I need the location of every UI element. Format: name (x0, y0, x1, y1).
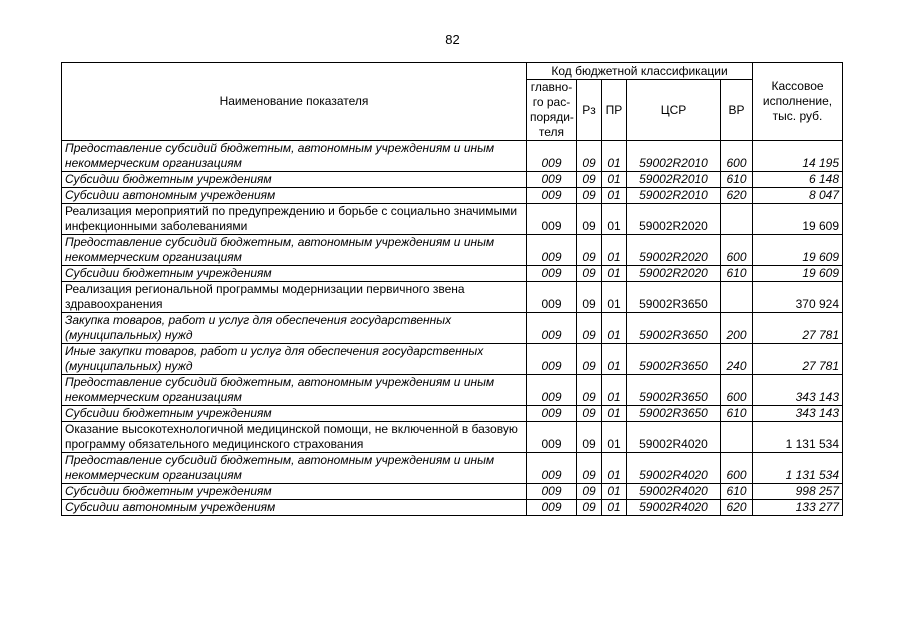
row-name-cell: Субсидии бюджетным учреждениям (62, 172, 527, 188)
row-vr-cell: 610 (721, 266, 753, 282)
row-csr-cell: 59002R4020 (627, 500, 721, 516)
row-name-cell: Субсидии бюджетным учреждениям (62, 484, 527, 500)
row-pr-cell: 01 (602, 484, 627, 500)
row-rz-cell: 09 (577, 141, 602, 172)
row-name-cell: Предоставление субсидий бюджетным, автономным учреждениям и иным некоммерческим организациям (62, 235, 527, 266)
row-pr-cell: 01 (602, 188, 627, 204)
table-row (62, 422, 843, 453)
header-csr: ЦСР (627, 80, 721, 141)
header-execution: Кассовое исполнение, тыс. руб. (753, 63, 843, 141)
row-gr-cell: 009 (527, 422, 577, 453)
table-row (62, 406, 843, 422)
row-csr-cell: 59002R2010 (627, 188, 721, 204)
row-gr-cell: 009 (527, 484, 577, 500)
row-gr-cell: 009 (527, 500, 577, 516)
row-pr-cell: 01 (602, 235, 627, 266)
row-pr-cell: 01 (602, 172, 627, 188)
row-amount-cell: 1 131 534 (753, 422, 843, 453)
row-rz-cell: 09 (577, 500, 602, 516)
table-row (62, 282, 843, 313)
row-pr-cell: 01 (602, 313, 627, 344)
row-rz-cell: 09 (577, 188, 602, 204)
budget-table (61, 62, 843, 516)
table-row (62, 204, 843, 235)
row-csr-cell: 59002R4020 (627, 453, 721, 484)
row-amount-cell: 1 131 534 (753, 453, 843, 484)
table-row (62, 313, 843, 344)
row-gr-cell: 009 (527, 313, 577, 344)
table-row (62, 188, 843, 204)
row-vr-cell: 610 (721, 406, 753, 422)
row-pr-cell: 01 (602, 406, 627, 422)
row-csr-cell: 59002R2020 (627, 204, 721, 235)
row-name-cell: Реализация региональной программы модернизации первичного звена здравоохранения (62, 282, 527, 313)
row-vr-cell: 610 (721, 484, 753, 500)
row-csr-cell: 59002R3650 (627, 406, 721, 422)
row-amount-cell: 133 277 (753, 500, 843, 516)
table-body (62, 141, 843, 516)
row-amount-cell: 19 609 (753, 204, 843, 235)
row-amount-cell: 27 781 (753, 344, 843, 375)
row-name-cell: Субсидии автономным учреждениям (62, 188, 527, 204)
row-csr-cell: 59002R3650 (627, 282, 721, 313)
row-pr-cell: 01 (602, 453, 627, 484)
row-vr-cell: 600 (721, 375, 753, 406)
row-vr-cell: 600 (721, 453, 753, 484)
row-amount-cell: 370 924 (753, 282, 843, 313)
table-row (62, 141, 843, 172)
row-amount-cell: 19 609 (753, 266, 843, 282)
row-gr-cell: 009 (527, 282, 577, 313)
row-csr-cell: 59002R2010 (627, 172, 721, 188)
row-gr-cell: 009 (527, 453, 577, 484)
row-gr-cell: 009 (527, 406, 577, 422)
row-name-cell: Закупка товаров, работ и услуг для обеспечения государственных (муниципальных) нужд (62, 313, 527, 344)
row-rz-cell: 09 (577, 266, 602, 282)
row-name-cell: Предоставление субсидий бюджетным, автономным учреждениям и иным некоммерческим организациям (62, 375, 527, 406)
row-vr-cell: 240 (721, 344, 753, 375)
row-vr-cell: 600 (721, 141, 753, 172)
table-row (62, 344, 843, 375)
row-gr-cell: 009 (527, 141, 577, 172)
row-vr-cell (721, 204, 753, 235)
row-name-cell: Иные закупки товаров, работ и услуг для обеспечения государственных (муниципальных) нужд (62, 344, 527, 375)
row-vr-cell (721, 422, 753, 453)
row-csr-cell: 59002R4020 (627, 422, 721, 453)
row-name-cell: Предоставление субсидий бюджетным, автономным учреждениям и иным некоммерческим организациям (62, 141, 527, 172)
row-pr-cell: 01 (602, 500, 627, 516)
row-pr-cell: 01 (602, 422, 627, 453)
row-amount-cell: 14 195 (753, 141, 843, 172)
table-row (62, 500, 843, 516)
row-rz-cell: 09 (577, 313, 602, 344)
row-amount-cell: 343 143 (753, 406, 843, 422)
row-amount-cell: 343 143 (753, 375, 843, 406)
row-rz-cell: 09 (577, 484, 602, 500)
header-main-manager: главно-го рас-поряди-теля (527, 80, 577, 141)
row-amount-cell: 998 257 (753, 484, 843, 500)
row-name-cell: Реализация мероприятий по предупреждению и борьбе с социально значимыми инфекционными заболеваниями (62, 204, 527, 235)
row-vr-cell (721, 282, 753, 313)
row-csr-cell: 59002R3650 (627, 344, 721, 375)
header-budget-code: Код бюджетной классификации (527, 63, 753, 80)
row-gr-cell: 009 (527, 235, 577, 266)
table-row (62, 375, 843, 406)
row-rz-cell: 09 (577, 422, 602, 453)
row-csr-cell: 59002R2020 (627, 235, 721, 266)
row-gr-cell: 009 (527, 375, 577, 406)
row-vr-cell: 200 (721, 313, 753, 344)
row-name-cell: Предоставление субсидий бюджетным, автономным учреждениям и иным некоммерческим организациям (62, 453, 527, 484)
row-csr-cell: 59002R3650 (627, 375, 721, 406)
row-rz-cell: 09 (577, 375, 602, 406)
page-number: 82 (445, 32, 460, 47)
table-row (62, 453, 843, 484)
row-csr-cell: 59002R2020 (627, 266, 721, 282)
row-vr-cell: 600 (721, 235, 753, 266)
table-row (62, 235, 843, 266)
row-gr-cell: 009 (527, 344, 577, 375)
table-row (62, 266, 843, 282)
header-vr: ВР (721, 80, 753, 141)
row-csr-cell: 59002R4020 (627, 484, 721, 500)
row-name-cell: Субсидии бюджетным учреждениям (62, 406, 527, 422)
row-rz-cell: 09 (577, 172, 602, 188)
row-pr-cell: 01 (602, 375, 627, 406)
header-rz: Рз (577, 80, 602, 141)
row-pr-cell: 01 (602, 141, 627, 172)
row-amount-cell: 6 148 (753, 172, 843, 188)
row-pr-cell: 01 (602, 204, 627, 235)
table-row (62, 484, 843, 500)
row-gr-cell: 009 (527, 266, 577, 282)
row-amount-cell: 8 047 (753, 188, 843, 204)
row-vr-cell: 610 (721, 172, 753, 188)
row-amount-cell: 19 609 (753, 235, 843, 266)
row-csr-cell: 59002R3650 (627, 313, 721, 344)
header-pr: ПР (602, 80, 627, 141)
row-pr-cell: 01 (602, 344, 627, 375)
row-vr-cell: 620 (721, 500, 753, 516)
row-rz-cell: 09 (577, 453, 602, 484)
row-amount-cell: 27 781 (753, 313, 843, 344)
row-name-cell: Субсидии автономным учреждениям (62, 500, 527, 516)
row-rz-cell: 09 (577, 235, 602, 266)
row-name-cell: Оказание высокотехнологичной медицинской помощи, не включенной в базовую программу обязательного медицинского страхования (62, 422, 527, 453)
row-name-cell: Субсидии бюджетным учреждениям (62, 266, 527, 282)
header-name: Наименование показателя (62, 63, 527, 141)
row-rz-cell: 09 (577, 204, 602, 235)
row-csr-cell: 59002R2010 (627, 141, 721, 172)
row-gr-cell: 009 (527, 204, 577, 235)
row-pr-cell: 01 (602, 282, 627, 313)
row-gr-cell: 009 (527, 188, 577, 204)
row-gr-cell: 009 (527, 172, 577, 188)
row-rz-cell: 09 (577, 344, 602, 375)
table-row (62, 172, 843, 188)
row-rz-cell: 09 (577, 406, 602, 422)
row-vr-cell: 620 (721, 188, 753, 204)
row-rz-cell: 09 (577, 282, 602, 313)
row-pr-cell: 01 (602, 266, 627, 282)
